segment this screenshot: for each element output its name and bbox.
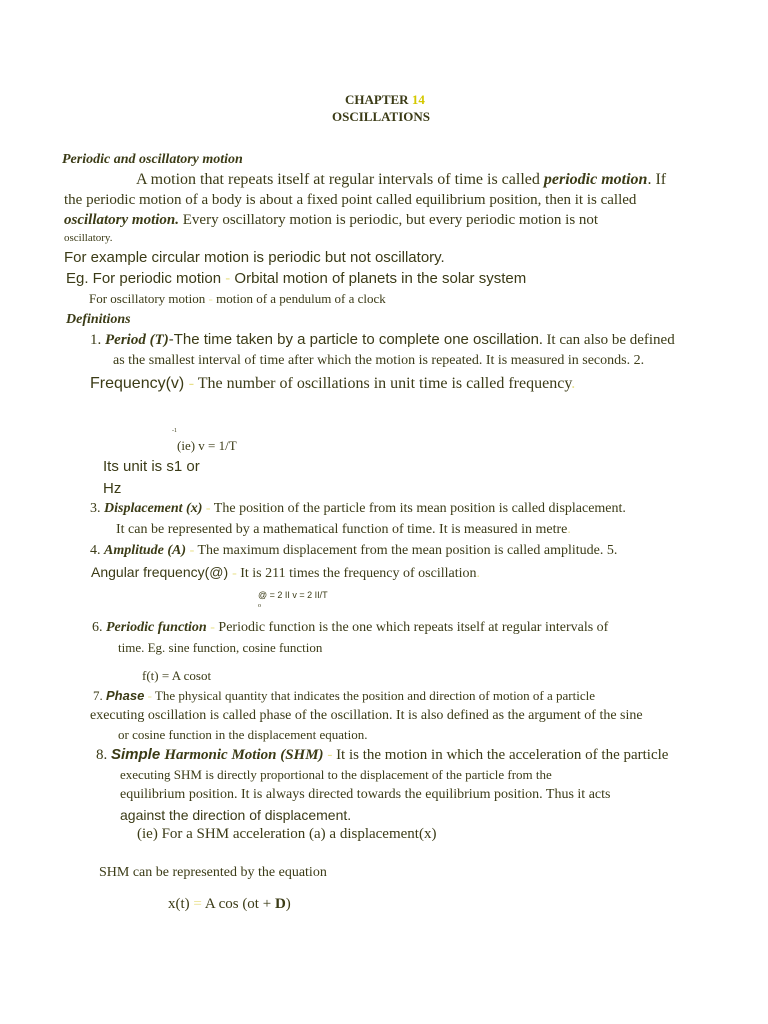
term-oscillatory-motion: oscillatory motion.	[64, 212, 180, 228]
text-run: Every oscillatory motion is periodic, but every periodic motion is not	[179, 212, 599, 228]
dash: -	[323, 747, 337, 763]
text-run: as the smallest interval of time after which the motion is repeated	[113, 353, 479, 368]
paragraph-line: Its unit is s1 or	[103, 458, 200, 475]
text-run: A motion that repeats itself at regular intervals of time is called	[136, 171, 544, 188]
list-number: 7.	[93, 688, 106, 703]
section-heading-definitions: Definitions	[66, 312, 131, 327]
term: Harmonic Motion (SHM)	[164, 747, 324, 763]
text-run: equilibrium position	[120, 787, 234, 802]
list-number: 3.	[90, 501, 104, 516]
text-run: .	[476, 566, 480, 581]
definition-phase	[93, 688, 595, 704]
chapter-label: CHAPTER	[345, 92, 409, 107]
text-run: It can be represented by a mathematical function of time	[116, 522, 433, 537]
dash: -	[208, 291, 217, 306]
equation-shm	[168, 896, 291, 913]
definition-periodic-function	[92, 620, 608, 636]
text-run: . If	[647, 171, 667, 188]
paragraph-line: against the direction of displacement.	[120, 807, 352, 823]
text-run: It is 211 times the frequency of oscillation	[240, 566, 477, 581]
small-mark: o	[258, 603, 261, 609]
text-run: motion of a pendulum of a clock	[216, 291, 386, 306]
term: Amplitude (A)	[104, 543, 187, 558]
text-run: the periodic motion of a body is about a fixed point called equilibrium position	[64, 192, 538, 208]
dash: -	[186, 543, 198, 558]
text-run: The position of the particle from its mean position is called displacement.	[213, 501, 626, 516]
text-run: It is the motion in which the acceleration of the particle	[336, 747, 669, 763]
definition-period	[90, 331, 675, 349]
definition-displacement	[90, 501, 626, 517]
term-periodic-motion: periodic motion	[543, 171, 648, 188]
paragraph-line: SHM can be represented by the equation	[99, 865, 327, 880]
definition-amplitude	[90, 543, 617, 559]
text-run: . It can also be defined	[538, 332, 675, 348]
equation-frequency: (ie) v = 1/T	[177, 438, 237, 453]
text-run: Eg. For periodic motion	[66, 270, 226, 287]
paragraph-line	[64, 212, 598, 229]
equation-periodic-function: f(t) = A cosot	[142, 668, 212, 683]
paragraph-line	[136, 171, 666, 189]
paragraph-line	[120, 787, 610, 803]
superscript: -1	[172, 428, 177, 434]
text-run: The physical quantity that indicates the position and direction of motion of a particle	[154, 688, 595, 703]
text-run: .	[567, 522, 571, 537]
text-run: . It is measured in metre	[432, 522, 568, 537]
list-number: 8.	[96, 747, 111, 763]
list-number: 4.	[90, 543, 104, 558]
text-run: -The time taken by a particle to complete one oscillation	[168, 331, 539, 348]
text-run: For oscillatory motion	[89, 291, 209, 306]
text-run: =	[193, 896, 205, 912]
text-run: x(t)	[168, 896, 194, 912]
paragraph-line	[66, 270, 526, 287]
paragraph-line: time. Eg. sine function, cosine function	[118, 640, 323, 655]
term: Angular frequency(@)	[91, 564, 233, 580]
term: Frequency(v)	[90, 375, 189, 392]
paragraph-line	[113, 353, 644, 369]
definition-angular-frequency	[91, 564, 480, 582]
text-run: , then it is called	[537, 192, 637, 208]
text-run: The maximum displacement from the mean position is called amplitude. 5.	[197, 543, 618, 558]
term: Simple	[111, 746, 165, 763]
text-run: . It is measured in seconds. 2.	[478, 353, 645, 368]
text-run: Periodic function is the one which repeats itself at regular intervals of	[218, 620, 609, 635]
term: Period (T)	[105, 332, 169, 348]
paragraph-line: (ie) For a SHM acceleration (a) a displacement(x)	[137, 826, 437, 842]
text-run: )	[285, 896, 291, 912]
paragraph-line: oscillatory.	[64, 232, 113, 244]
dash: -	[206, 620, 219, 635]
text-run: . It is always directed towards the equilibrium position	[233, 787, 540, 802]
paragraph-line: or cosine function in the displacement equation.	[118, 727, 368, 742]
paragraph-line	[64, 192, 636, 209]
text-run: . Thus it acts	[539, 787, 611, 802]
list-number: 6.	[92, 620, 106, 635]
paragraph-line	[116, 522, 571, 538]
dash: -	[144, 688, 155, 703]
paragraph-line	[90, 708, 643, 724]
text-run: D	[274, 896, 286, 912]
dash: -	[232, 566, 241, 581]
text-run: executing oscillation is called phase of the oscillation	[90, 708, 389, 723]
text-run: A cos (ot +	[204, 896, 275, 912]
dash: -	[188, 375, 198, 392]
definition-frequency	[90, 375, 575, 393]
term: Displacement (x)	[104, 501, 203, 516]
paragraph-line: Hz	[103, 480, 122, 497]
paragraph-line: executing SHM is directly proportional to the displacement of the particle from the	[120, 767, 552, 782]
text-run: .	[571, 375, 576, 392]
section-heading-periodic: Periodic and oscillatory motion	[62, 152, 243, 167]
term: Periodic function	[106, 620, 207, 635]
paragraph-line	[89, 291, 386, 307]
text-run: Orbital motion of planets in the solar system	[234, 270, 527, 287]
text-run: . It is also defined as the argument of the sine	[388, 708, 643, 723]
page-title: OSCILLATIONS	[332, 109, 431, 124]
equation-angular-frequency: @ = 2 II v = 2 II/T	[258, 590, 328, 600]
dash: -	[202, 501, 214, 516]
list-number: 1.	[90, 332, 105, 348]
paragraph-line: For example circular motion is periodic but not oscillatory.	[64, 249, 445, 266]
dash: -	[225, 270, 235, 287]
definition-shm	[96, 746, 668, 764]
chapter-heading	[345, 92, 425, 108]
chapter-number: 14	[411, 92, 425, 107]
text-run: The number of oscillations in unit time is called frequency	[197, 375, 572, 392]
term: Phase	[106, 688, 145, 703]
